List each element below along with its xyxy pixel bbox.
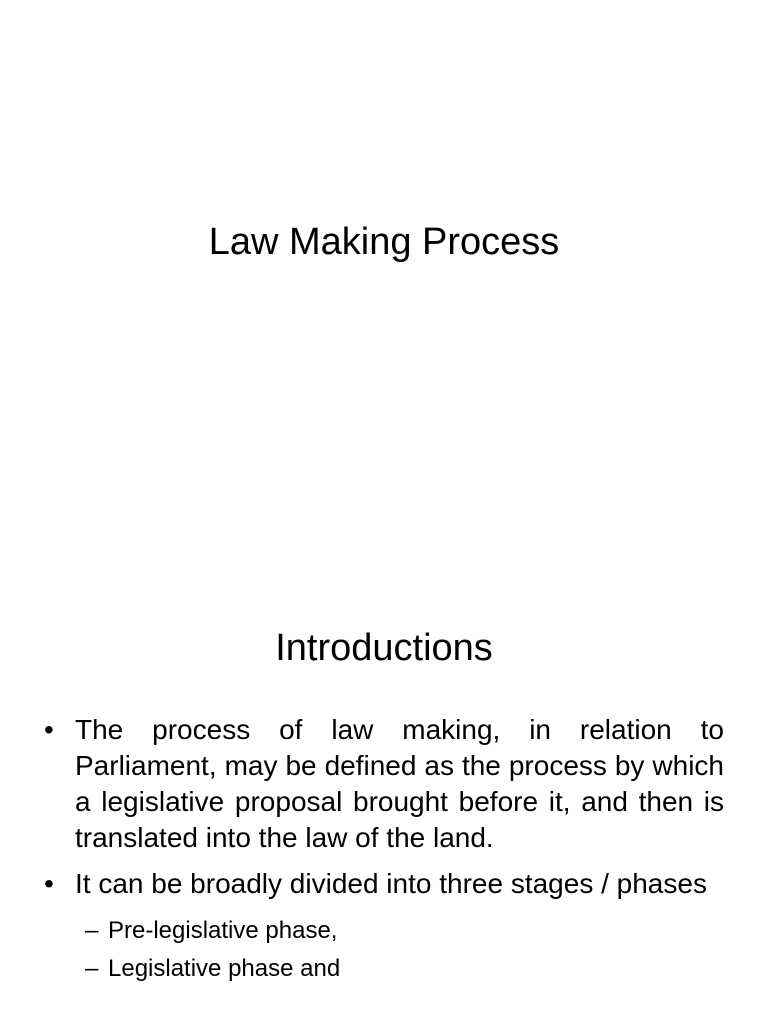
slide-title-heading: Law Making Process (208, 221, 560, 263)
bullet-item-stages (44, 866, 724, 902)
bullet-marker: • (44, 868, 54, 899)
bullet-text: It can be broadly divided into three stages / phases (75, 868, 707, 899)
sub-item-pre-legislative (44, 912, 724, 950)
sub-item-text: Legislative phase and (108, 955, 341, 982)
bullet-item-definition (44, 712, 724, 856)
bullet-text: The process of law making, in relation to Parliament, may be defined as the process by which a legislative proposal brought before it, and then is translated into the law of the land. (75, 714, 724, 853)
bullet-list (44, 712, 724, 988)
sub-list-container (44, 912, 724, 988)
sub-item-text: Pre-legislative phase, (108, 917, 338, 944)
introductions-heading: Introductions (275, 627, 493, 669)
bullet-marker: • (44, 714, 54, 745)
sub-list (44, 912, 724, 988)
dash-marker: – (85, 917, 99, 944)
slide-introductions (0, 576, 768, 1024)
sub-item-legislative (44, 950, 724, 988)
dash-marker: – (85, 955, 99, 982)
